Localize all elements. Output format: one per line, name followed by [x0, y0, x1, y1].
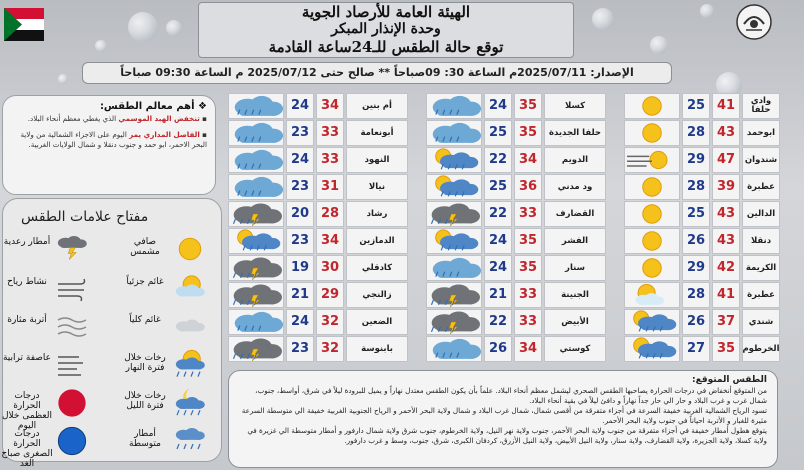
weather-features-box — [2, 95, 216, 195]
min-temp: 28 — [682, 174, 710, 200]
table-row — [228, 201, 408, 227]
city-name: ود مدني — [544, 174, 606, 200]
background-drop — [650, 36, 668, 54]
weather-icon — [624, 120, 680, 146]
legend-label: غائم كلياً — [129, 315, 161, 325]
expected-weather-title: الطقس المتوقع: — [691, 375, 767, 385]
city-name: الدويم — [544, 147, 606, 173]
weather-icon — [624, 93, 680, 119]
weather-icon — [624, 228, 680, 254]
table-row — [624, 336, 804, 362]
legend-label: أمطار رعدية — [3, 237, 51, 247]
table-row — [426, 93, 606, 119]
table-row — [624, 174, 804, 200]
city-name: الدالين — [742, 201, 780, 227]
city-name: سنار — [544, 255, 606, 281]
weather-icon — [426, 282, 482, 308]
city-name: وادي حلفا — [742, 93, 780, 119]
min-temp: 25 — [484, 120, 512, 146]
background-drop — [95, 40, 107, 52]
min-temp: 24 — [484, 255, 512, 281]
legend-label: أمطار متوسطة — [129, 429, 161, 449]
weather-icon — [426, 147, 482, 173]
legend-label: رخات خلال فترة النهار — [124, 353, 166, 373]
table-row — [228, 174, 408, 200]
city-name: ابوحمد — [742, 120, 780, 146]
min-temp: 24 — [484, 228, 512, 254]
min-temp: 29 — [682, 147, 710, 173]
legend-item — [7, 271, 117, 309]
issue-validity-bar: الإصدار: 2025/07/11م الساعة 30: 09صباحاً ** صالح حتى 2025/07/12 م الساعة 09:30 صباحاً — [82, 62, 672, 84]
legend-item — [7, 309, 117, 347]
feature-item: ▪ تنخفض الهبد الموسمي الذي يغطي معظم أنحاء البلاد. — [27, 114, 207, 123]
max-temp: 32 — [316, 309, 344, 335]
legend-item — [1, 385, 117, 431]
legend-label: درجات الحرارة الصغرى صباح الغد — [1, 429, 53, 469]
min-temp: 19 — [286, 255, 314, 281]
weather-icon — [228, 309, 284, 335]
max-temp: 41 — [712, 282, 740, 308]
min-temp: 24 — [286, 93, 314, 119]
expected-paragraph-3: يتوقع هطول أمطار خفيفة في أجزاء متفرقة من جنوب ولاية البحر الأحمر، جنوب ولاية نهر النيل، ولاية الخرطوم، جنوب شرق ولاية شمال دارفور و أمطار متوسطة الي غزيرة في ولاية كسلا، ولاية الجزيرة، ولاية القضارف، ولاية سنار، ولاية النيل الأبيض، ولاية النيل الأزرق، كردفان الكبرى، شرق، جنوب، وسط و غرب دارفور. — [247, 426, 767, 445]
min-temp: 23 — [286, 120, 314, 146]
weather-icon — [228, 336, 284, 362]
table-row — [624, 120, 804, 146]
city-name: الفشر — [544, 228, 606, 254]
feature-item: ▪ الفاصل المداري يمر اليوم على الاجزاء الشمالية من ولاية البحر الاحمر، ابو حمد و جنوب دنقلا و شمال الولايات الغربية. — [20, 130, 207, 149]
table-row — [624, 255, 804, 281]
table-row — [426, 282, 606, 308]
legend-label: صافي مشمس — [130, 237, 160, 257]
sudan-flag-icon — [4, 6, 44, 44]
city-name: الكريمة — [742, 255, 780, 281]
background-drop — [592, 8, 614, 30]
table-row — [426, 255, 606, 281]
min-temp: 28 — [682, 120, 710, 146]
city-name: كوستي — [544, 336, 606, 362]
day-showers-icon — [173, 350, 207, 380]
max-temp: 43 — [712, 201, 740, 227]
cloudy-icon — [173, 312, 207, 342]
legend-label: درجات الحرارة العظمى خلال اليوم — [1, 391, 52, 431]
legend-box — [1, 198, 222, 469]
weather-icon — [228, 147, 284, 173]
expected-paragraph-2: تسود الرياح الشمالية الغربية خفيفة السرعة في أجزاء متفرقة من أقصى شمال، شمال غرب البلاد و شمال ولاية البحر الأحمر و الرياح الجنوبية الغربية خفيفة الي متوسطة السرعة مثيرة للغبار و الأتربة احياناً في جنوب ولاية البحر الأحمر. — [241, 406, 767, 425]
weather-icon — [624, 309, 680, 335]
max-temp: 35 — [712, 336, 740, 362]
table-row — [228, 93, 408, 119]
background-drop — [700, 4, 714, 18]
legend-label: أتربة مثارة — [7, 315, 47, 325]
city-name: الضعين — [346, 309, 408, 335]
city-name: بابنوسة — [346, 336, 408, 362]
max-temp: 33 — [316, 120, 344, 146]
max-temp: 30 — [316, 255, 344, 281]
table-row — [228, 120, 408, 146]
legend-item — [2, 347, 117, 385]
min-temp: 25 — [682, 201, 710, 227]
city-name: الأبيض — [544, 309, 606, 335]
min-temp: 22 — [484, 201, 512, 227]
min-temp: 26 — [682, 228, 710, 254]
table-row — [624, 228, 804, 254]
table-row — [426, 174, 606, 200]
city-name: الجنينة — [544, 282, 606, 308]
min-temp: 23 — [286, 228, 314, 254]
legend-label: رخات خلال فترة الليل — [124, 391, 166, 411]
table-row — [426, 147, 606, 173]
weather-icon — [426, 201, 482, 227]
weather-icon — [426, 255, 482, 281]
max-temp: 35 — [514, 120, 542, 146]
table-row — [228, 309, 408, 335]
weather-icon — [228, 282, 284, 308]
city-name: النهود — [346, 147, 408, 173]
legend-item — [1, 423, 117, 469]
min-temp: 26 — [682, 309, 710, 335]
city-name: دنقلا — [742, 228, 780, 254]
city-name: أم بنين — [346, 93, 408, 119]
background-drop — [58, 74, 68, 84]
min-temp: 23 — [286, 174, 314, 200]
max-temp: 35 — [514, 228, 542, 254]
table-row — [426, 120, 606, 146]
city-name: أبونعامة — [346, 120, 408, 146]
min-temp: 27 — [682, 336, 710, 362]
city-name: عطبرة — [742, 174, 780, 200]
background-drop — [128, 12, 158, 42]
city-name: كسلا — [544, 93, 606, 119]
max-temp: 34 — [316, 93, 344, 119]
weather-icon — [624, 282, 680, 308]
table-row — [624, 201, 804, 227]
max-temp: 39 — [712, 174, 740, 200]
partly-cloudy-icon — [173, 274, 207, 304]
min-temp: 23 — [286, 336, 314, 362]
weather-icon — [426, 120, 482, 146]
max-temp: 34 — [514, 336, 542, 362]
night-showers-icon — [173, 388, 207, 418]
min-temp: 28 — [682, 282, 710, 308]
legend-item — [115, 423, 225, 461]
table-row — [228, 147, 408, 173]
max-temp: 33 — [316, 147, 344, 173]
legend-item — [115, 231, 225, 269]
weather-icon — [426, 228, 482, 254]
weather-icon — [228, 174, 284, 200]
table-row — [426, 336, 606, 362]
weather-icon — [228, 255, 284, 281]
legend-item — [3, 231, 117, 269]
max-temp: 34 — [316, 228, 344, 254]
max-temp: 35 — [514, 255, 542, 281]
city-name: عطبرة — [742, 282, 780, 308]
min-temp: 25 — [484, 174, 512, 200]
city-name: شندوان — [742, 147, 780, 173]
legend-label: عاصفة ترابية — [2, 353, 51, 363]
min-temp: 24 — [286, 309, 314, 335]
weather-icon — [624, 336, 680, 362]
max-temp: 43 — [712, 228, 740, 254]
header-title-box — [198, 2, 574, 58]
weather-icon — [624, 201, 680, 227]
thunderstorm-icon — [55, 234, 89, 264]
max-temp-icon — [55, 388, 89, 418]
weather-icon — [624, 147, 680, 173]
wind-icon — [55, 274, 89, 304]
weather-icon — [228, 228, 284, 254]
table-row — [426, 228, 606, 254]
org-name: الهيئة العامة للأرصاد الجوية — [301, 3, 471, 21]
max-temp: 33 — [514, 309, 542, 335]
min-temp: 29 — [682, 255, 710, 281]
city-name: الدمازين — [346, 228, 408, 254]
weather-icon — [228, 93, 284, 119]
max-temp: 34 — [514, 147, 542, 173]
legend-item — [115, 309, 225, 347]
table-row — [228, 255, 408, 281]
min-temp: 26 — [484, 336, 512, 362]
moderate-rain-icon — [173, 426, 207, 456]
forecast-title: توقع حالة الطقس للـ24ساعة القادمة — [268, 38, 504, 56]
min-temp-icon — [55, 426, 89, 456]
max-temp: 32 — [316, 336, 344, 362]
table-row — [228, 228, 408, 254]
weather-icon — [426, 93, 482, 119]
max-temp: 28 — [316, 201, 344, 227]
city-name: الخرطوم — [742, 336, 780, 362]
table-row — [624, 309, 804, 335]
max-temp: 37 — [712, 309, 740, 335]
city-name: نيالا — [346, 174, 408, 200]
unit-name: وحدة الإنذار المبكر — [331, 21, 441, 37]
table-row — [426, 201, 606, 227]
weather-icon — [228, 201, 284, 227]
sun-icon — [173, 234, 207, 264]
max-temp: 43 — [712, 120, 740, 146]
table-row — [426, 309, 606, 335]
max-temp: 47 — [712, 147, 740, 173]
city-name: شندي — [742, 309, 780, 335]
legend-title: مفتاح علامات الطقس — [21, 209, 149, 225]
meteorology-logo-icon — [734, 2, 774, 58]
min-temp: 20 — [286, 201, 314, 227]
legend-item — [115, 271, 225, 309]
weather-icon — [426, 336, 482, 362]
table-row — [228, 336, 408, 362]
max-temp: 31 — [316, 174, 344, 200]
weather-features-title: ❖ أهم معالم الطقس: — [99, 101, 207, 112]
background-drop — [166, 20, 182, 36]
duststorm-icon — [55, 350, 89, 380]
min-temp: 21 — [286, 282, 314, 308]
dust-icon — [55, 312, 89, 342]
table-row — [624, 93, 804, 119]
city-name: القضارف — [544, 201, 606, 227]
city-name: حلفا الجديدة — [544, 120, 606, 146]
legend-item — [115, 385, 225, 423]
city-name: زالنجي — [346, 282, 408, 308]
expected-weather-box — [228, 370, 778, 468]
max-temp: 29 — [316, 282, 344, 308]
weather-icon — [624, 255, 680, 281]
max-temp: 35 — [514, 93, 542, 119]
table-row — [624, 282, 804, 308]
weather-icon — [426, 309, 482, 335]
min-temp: 25 — [682, 93, 710, 119]
legend-item — [115, 347, 225, 385]
min-temp: 22 — [484, 309, 512, 335]
city-name: رشاد — [346, 201, 408, 227]
max-temp: 41 — [712, 93, 740, 119]
legend-label: غائم جزئياً — [126, 277, 164, 287]
table-row — [624, 147, 804, 173]
weather-icon — [624, 174, 680, 200]
max-temp: 42 — [712, 255, 740, 281]
expected-paragraph-1: من المتوقع أنخفاض في درجات الحرارة يصاحبها الطقس الصحري ليشمل معظم أنحاء البلاد. علماً بأن يكون الطقس معتدل نهاراً و يميل للبرودة ليلاً في شرق، أواسط، جنوب، شمال غرب و غرب البلاد و حار الي حار جداً نهاراً و دافئ ليلاً في بقية أنحاء البلاد. — [255, 386, 767, 405]
min-temp: 24 — [286, 147, 314, 173]
city-name: كادقلي — [346, 255, 408, 281]
weather-icon — [228, 120, 284, 146]
weather-icon — [426, 174, 482, 200]
max-temp: 36 — [514, 174, 542, 200]
max-temp: 33 — [514, 282, 542, 308]
min-temp: 22 — [484, 147, 512, 173]
legend-label: نشاط رياح — [7, 277, 47, 287]
min-temp: 24 — [484, 93, 512, 119]
min-temp: 21 — [484, 282, 512, 308]
max-temp: 33 — [514, 201, 542, 227]
table-row — [228, 282, 408, 308]
